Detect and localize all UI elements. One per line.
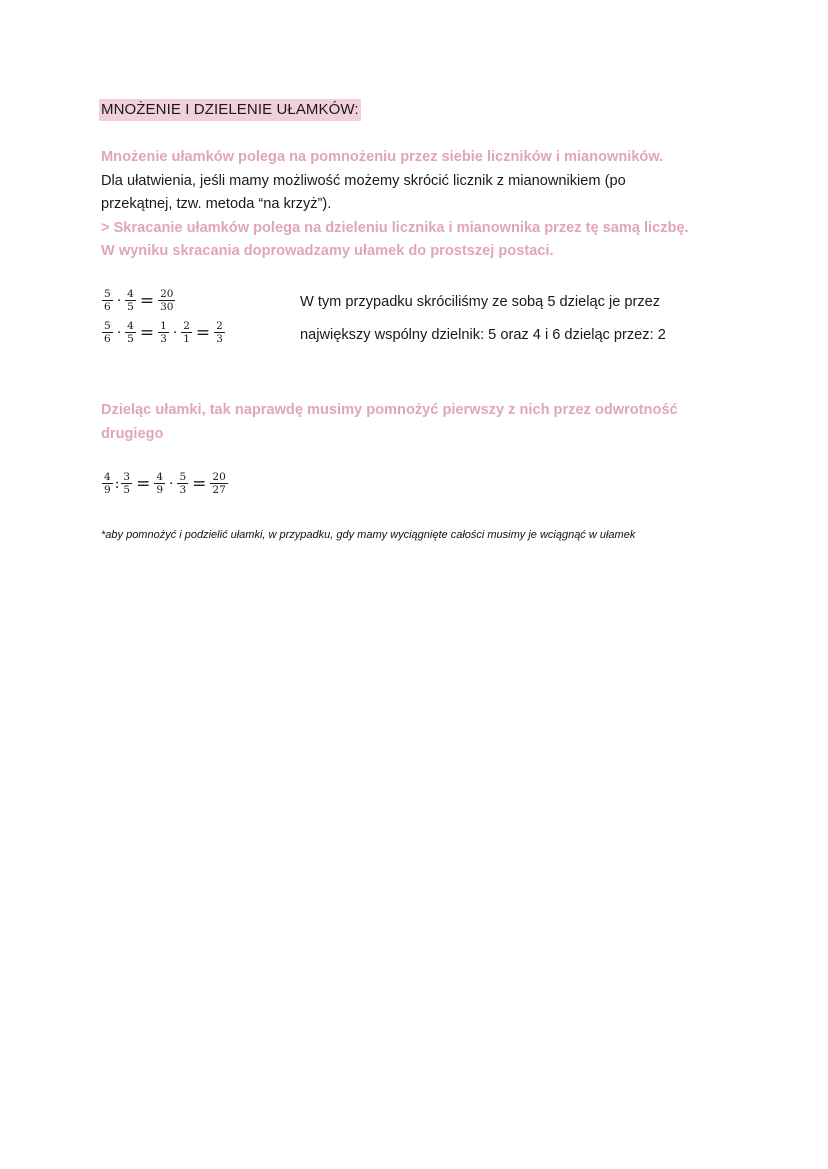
fraction [125,320,136,345]
denominator: 9 [104,484,111,496]
denominator: 3 [179,484,187,496]
numerator: 5 [104,320,111,332]
equals-sign: = [192,473,207,494]
fraction [154,471,165,496]
equals-sign: = [136,473,151,494]
multiply-sign: · [172,324,178,341]
intro-line-3: przekątnej, tzw. metoda “na krzyż”). [101,196,332,212]
multiply-sign: · [169,475,174,492]
denominator: 30 [160,301,174,313]
fraction [121,471,132,496]
numerator: 2 [183,320,190,332]
denominator: 6 [104,333,111,345]
denominator: 5 [127,301,134,313]
equation-row-2 [101,320,226,345]
numerator: 5 [179,471,187,483]
equals-sign: = [139,322,155,343]
equals-sign: = [195,322,211,343]
division-line-1: Dzieląc ułamki, tak naprawdę musimy pomnożyć pierwszy z nich przez odwrotność [101,402,678,418]
numerator: 20 [212,471,226,483]
fraction [102,288,113,313]
footnote: *aby pomnożyć i podzielić ułamki, w przypadku, gdy mamy wyciągnięte całości musimy je wciągnąć w ułamek [101,529,636,541]
denominator: 5 [123,484,131,496]
fraction [214,320,225,345]
fraction [210,471,227,496]
numerator: 4 [156,471,164,483]
multiply-sign: · [116,292,122,309]
equals-sign: = [139,290,155,311]
intro-line-1: Mnożenie ułamków polega na pomnożeniu przez siebie liczników i mianowników. [101,149,664,165]
fraction [102,320,113,345]
intro-line-2: Dla ułatwienia, jeśli mamy możliwość możemy skrócić licznik z mianownikiem (po [101,172,626,189]
denominator: 5 [127,333,134,345]
numerator: 1 [160,320,167,332]
page-title: MNOŻENIE I DZIELENIE UŁAMKÓW: [99,99,361,121]
numerator: 3 [123,471,131,483]
numerator: 20 [160,288,174,300]
numerator: 4 [104,471,111,483]
denominator: 9 [156,484,164,496]
intro-line-5: W wyniku skracania doprowadzamy ułamek do prostszej postaci. [101,243,554,259]
intro-line-4: > Skracanie ułamków polega na dzieleniu licznika i mianownika przez tę samą liczbę. [101,219,689,236]
explanation-line-1: W tym przypadku skróciliśmy ze sobą 5 dzieląc je przez [300,294,661,310]
denominator: 27 [212,484,226,496]
division-line-2: drugiego [101,426,164,442]
fraction [125,288,136,313]
denominator: 6 [104,301,111,313]
fraction [158,320,169,345]
equation-row-1 [101,288,176,313]
denominator: 3 [160,333,167,345]
numerator: 2 [216,320,223,332]
explanation-line-2: największy wspólny dzielnik: 5 oraz 4 i 6 dzieląc przez: 2 [300,327,666,343]
numerator: 4 [127,320,134,332]
fraction [158,288,175,313]
equation-row-3 [101,471,229,496]
fraction [102,471,113,496]
fraction [177,471,188,496]
denominator: 1 [183,333,190,345]
fraction [181,320,192,345]
numerator: 5 [104,288,111,300]
numerator: 4 [127,288,134,300]
divide-sign: : [114,475,120,492]
multiply-sign: · [116,324,122,341]
denominator: 3 [216,333,223,345]
